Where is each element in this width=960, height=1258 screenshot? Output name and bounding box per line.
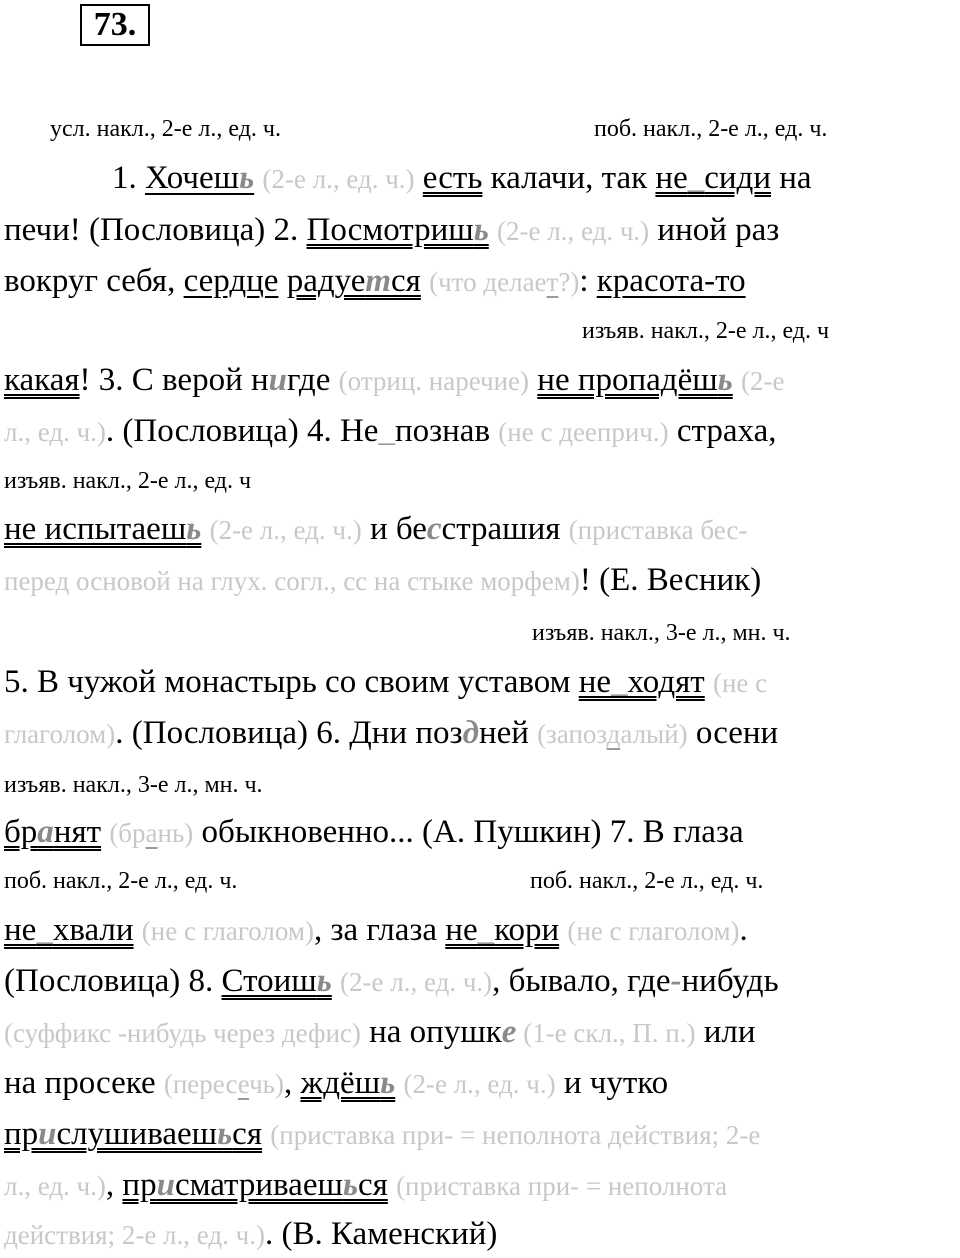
text-line-7: перед основой на глух. согл., сс на стыке морфем)! (Е. Весник) — [4, 562, 762, 598]
text-line-4: какая! 3. С верой нигде (отриц. наречие) не пропадёшь (2-е — [4, 362, 785, 398]
annotation: поб. накл., 2-е л., ед. ч. — [594, 116, 828, 142]
text-line-3: вокруг себя, сердце радуется (что делает?): красота-то — [4, 263, 746, 299]
predicate-word: радуется — [286, 263, 421, 299]
text-line-15: прислушиваешься (приставка при- = неполнота действия; 2-е — [4, 1116, 761, 1152]
annotation: поб. накл., 2-е л., ед. ч. — [4, 868, 238, 894]
predicate-word: прислушиваешься — [4, 1116, 262, 1152]
annotation: изъяв. накл., 3-е л., мн. ч. — [532, 620, 791, 646]
predicate-word: не испытаешь — [4, 511, 202, 547]
text-line-9: глаголом). (Пословица) 6. Дни поздней (запоздалый) осени — [4, 715, 779, 751]
predicate-word: не_хвали — [4, 912, 134, 948]
predicate-word: не пропадёшь — [537, 362, 733, 398]
text-line-5: л., ед. ч.). (Пословица) 4. Не_познав (не с дееприч.) страха, — [4, 413, 777, 449]
predicate-word: Стоишь — [221, 963, 332, 999]
text-line-14: на просеке (пересечь), ждёшь (2-е л., ед. ч.) и чутко — [4, 1065, 669, 1101]
predicate-word: бранят — [4, 814, 102, 850]
text-line-6: не испытаешь (2-е л., ед. ч.) и бесстрашия (приставка бес- — [4, 511, 748, 547]
annotation: изъяв. накл., 3-е л., мн. ч. — [4, 772, 263, 798]
predicate-word: Посмотришь — [306, 212, 489, 248]
predicate-word: не_сиди — [655, 160, 771, 196]
subject-word: Хочешь — [145, 160, 255, 196]
text-line-8: 5. В чужой монастырь со своим уставом не_ходят (не с — [4, 664, 768, 700]
exercise-number: 73. — [80, 4, 150, 46]
annotation: изъяв. накл., 2-е л., ед. ч — [582, 318, 830, 344]
text-line-10: бранят (брань) обыкновенно... (А. Пушкин) 7. В глаза — [4, 814, 744, 850]
predicate-word: не_кори — [445, 912, 560, 948]
text-line-13: (суффикс -нибудь через дефис) на опушке (1-е скл., П. п.) или — [4, 1014, 756, 1050]
predicate-word: не_ходят — [578, 664, 705, 700]
annotation: поб. накл., 2-е л., ед. ч. — [530, 868, 764, 894]
predicate-word: ждёшь — [300, 1065, 396, 1101]
text-line-16: л., ед. ч.), присматриваешься (приставка при- = неполнота — [4, 1167, 728, 1203]
text-line-1: 1. Хочешь (2-е л., ед. ч.) есть калачи, так не_сиди на — [112, 160, 812, 196]
predicate-word: присматриваешься — [122, 1167, 388, 1203]
text-line-2: печи! (Пословица) 2. Посмотришь (2-е л., ед. ч.) иной раз — [4, 212, 780, 248]
text-line-17: действия; 2-е л., ед. ч.). (В. Каменский) — [4, 1216, 498, 1252]
text-line-11: не_хвали (не с глаголом), за глаза не_кори (не с глаголом). — [4, 912, 748, 948]
annotation: усл. накл., 2-е л., ед. ч. — [50, 116, 281, 142]
annotation: изъяв. накл., 2-е л., ед. ч — [4, 468, 252, 494]
text-line-12: (Пословица) 8. Стоишь (2-е л., ед. ч.), бывало, где-нибудь — [4, 963, 779, 999]
